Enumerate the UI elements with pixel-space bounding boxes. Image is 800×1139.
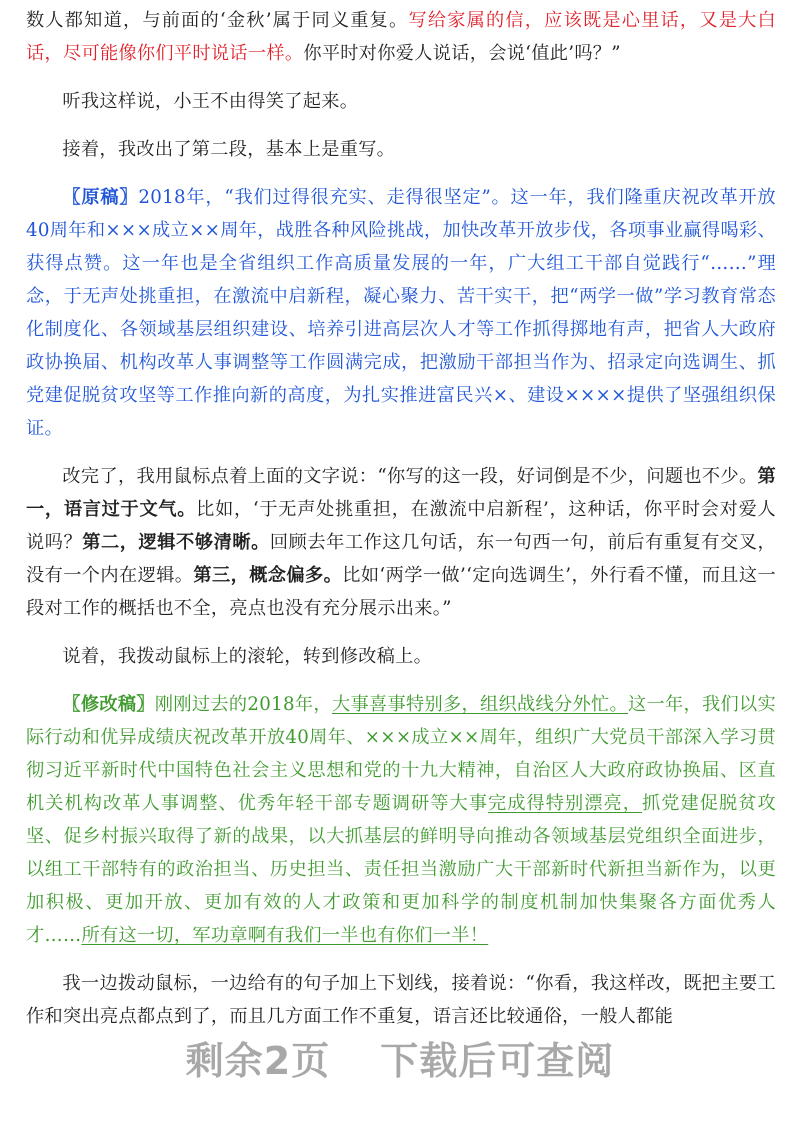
- underlined-text: 所有这一切，军功章啊有我们一半也有你们一半！: [81, 925, 489, 946]
- text-segment: 你平时对你爱人说话，会说‘值此’吗？”: [303, 43, 621, 64]
- paragraph: 我一边拨动鼠标，一边给有的句子加上下划线，接着说：“你看，我这样改，既把主要工作和突出亮点都点到了，而且几方面工作不重复，语言还比较通俗，一般人都能: [26, 973, 776, 1027]
- original-draft-text: 2018年，“我们过得很充实、走得很坚定”。这一年，我们隆重庆祝改革开放40周年和×××成立××周年，战胜各种风险挑战，加快改革开放步伐，各项事业赢得喝彩、获得点赞。这一年也是全省组织工作高质量发展的一年，广大组工干部自觉践行“……”理念，于无声处挑重担，在激流中启新程，凝心聚力、苦干实干，把“两学一做”学习教育常态化制度化、各领域基层组织建设、培养引进高层次人才等工作抓得掷地有声，把省人大政府政协换届、机构改革人事调整等工作圆满完成，把激励干部担当作为、招录定向选调生、抓党建促脱贫攻坚等工作推向新的高度，为扎实推进富民兴×、建设××××提供了坚强组织保证。: [26, 187, 777, 439]
- text-segment: 回顾去年工作这几句话，东一句西一句，前后有重复有交叉，没有一个内在逻辑。: [26, 532, 776, 586]
- text-segment: 抓党建促脱贫攻坚、促乡村振兴取得了新的战果，以大抓基层的鲜明导向推动各领域基层党组织全面进步，以组工干部特有的政治担当、历史担当、责任担当激励广大干部新时代新担当新作为，以更加积极、更加开放、更加有效的人才政策和更加科学的制度机制加快集聚各方面优秀人才……: [26, 793, 776, 946]
- revised-draft-paragraph: [26, 688, 776, 952]
- remaining-pages-banner[interactable]: [0, 1030, 800, 1085]
- text-segment: 刚刚过去的2018年，: [154, 694, 332, 715]
- text-segment: 数人都知道，与前面的‘金秋’属于同义重复。: [26, 10, 409, 31]
- bold-point-2: 第二，逻辑不够清晰。: [82, 532, 270, 553]
- original-draft-label: 〖原稿〗: [62, 187, 139, 208]
- critique-paragraph: [26, 460, 776, 625]
- underlined-text: 大事喜事特别多，组织战线分外忙。: [331, 694, 628, 715]
- document-page: [26, 0, 776, 1033]
- bold-point-3: 第三，概念偏多。: [193, 565, 343, 586]
- underlined-text: 完成得特别漂亮，: [488, 793, 642, 814]
- highlight-red-text: 写给家属的信，应该既是心里话，又是大白话，尽可能像你们平时说话一样。: [26, 10, 776, 64]
- text-segment: 改完了，我用鼠标点着上面的文字说：“你写的这一段，好词倒是不少，问题也不少。: [62, 466, 758, 487]
- paragraph-continued: [26, 4, 776, 70]
- paragraph: 接着，我改出了第二段，基本上是重写。: [62, 139, 396, 160]
- paragraph: 说着，我拨动鼠标上的滚轮，转到修改稿上。: [62, 646, 433, 667]
- remaining-pages-text: 剩余2页: [185, 1039, 331, 1083]
- bold-point-1: 第一，语言过于文气。: [26, 466, 776, 520]
- text-segment: 比如，‘于无声处挑重担，在激流中启新程’，这种话，你平时会对爱人说吗？: [26, 499, 776, 553]
- original-draft-paragraph: [26, 181, 776, 445]
- paragraph: 听我这样说，小王不由得笑了起来。: [62, 91, 359, 112]
- text-segment: 比如‘两学一做’‘定向选调生’，外行看不懂，而且这一段对工作的概括也不全，亮点也没有充分展示出来。”: [26, 565, 776, 619]
- text-segment: 这一年，我们以实际行动和优异成绩庆祝改革开放40周年、×××成立××周年，组织广大党员干部深入学习贯彻习近平新时代中国特色社会主义思想和党的十九大精神，自治区人大政府政协换届、区直机关机构改革人事调整、优秀年轻干部专题调研等大事: [26, 694, 776, 814]
- revised-draft-label: 〖修改稿〗: [62, 694, 155, 715]
- download-to-view-text: 下载后可查阅: [380, 1039, 615, 1083]
